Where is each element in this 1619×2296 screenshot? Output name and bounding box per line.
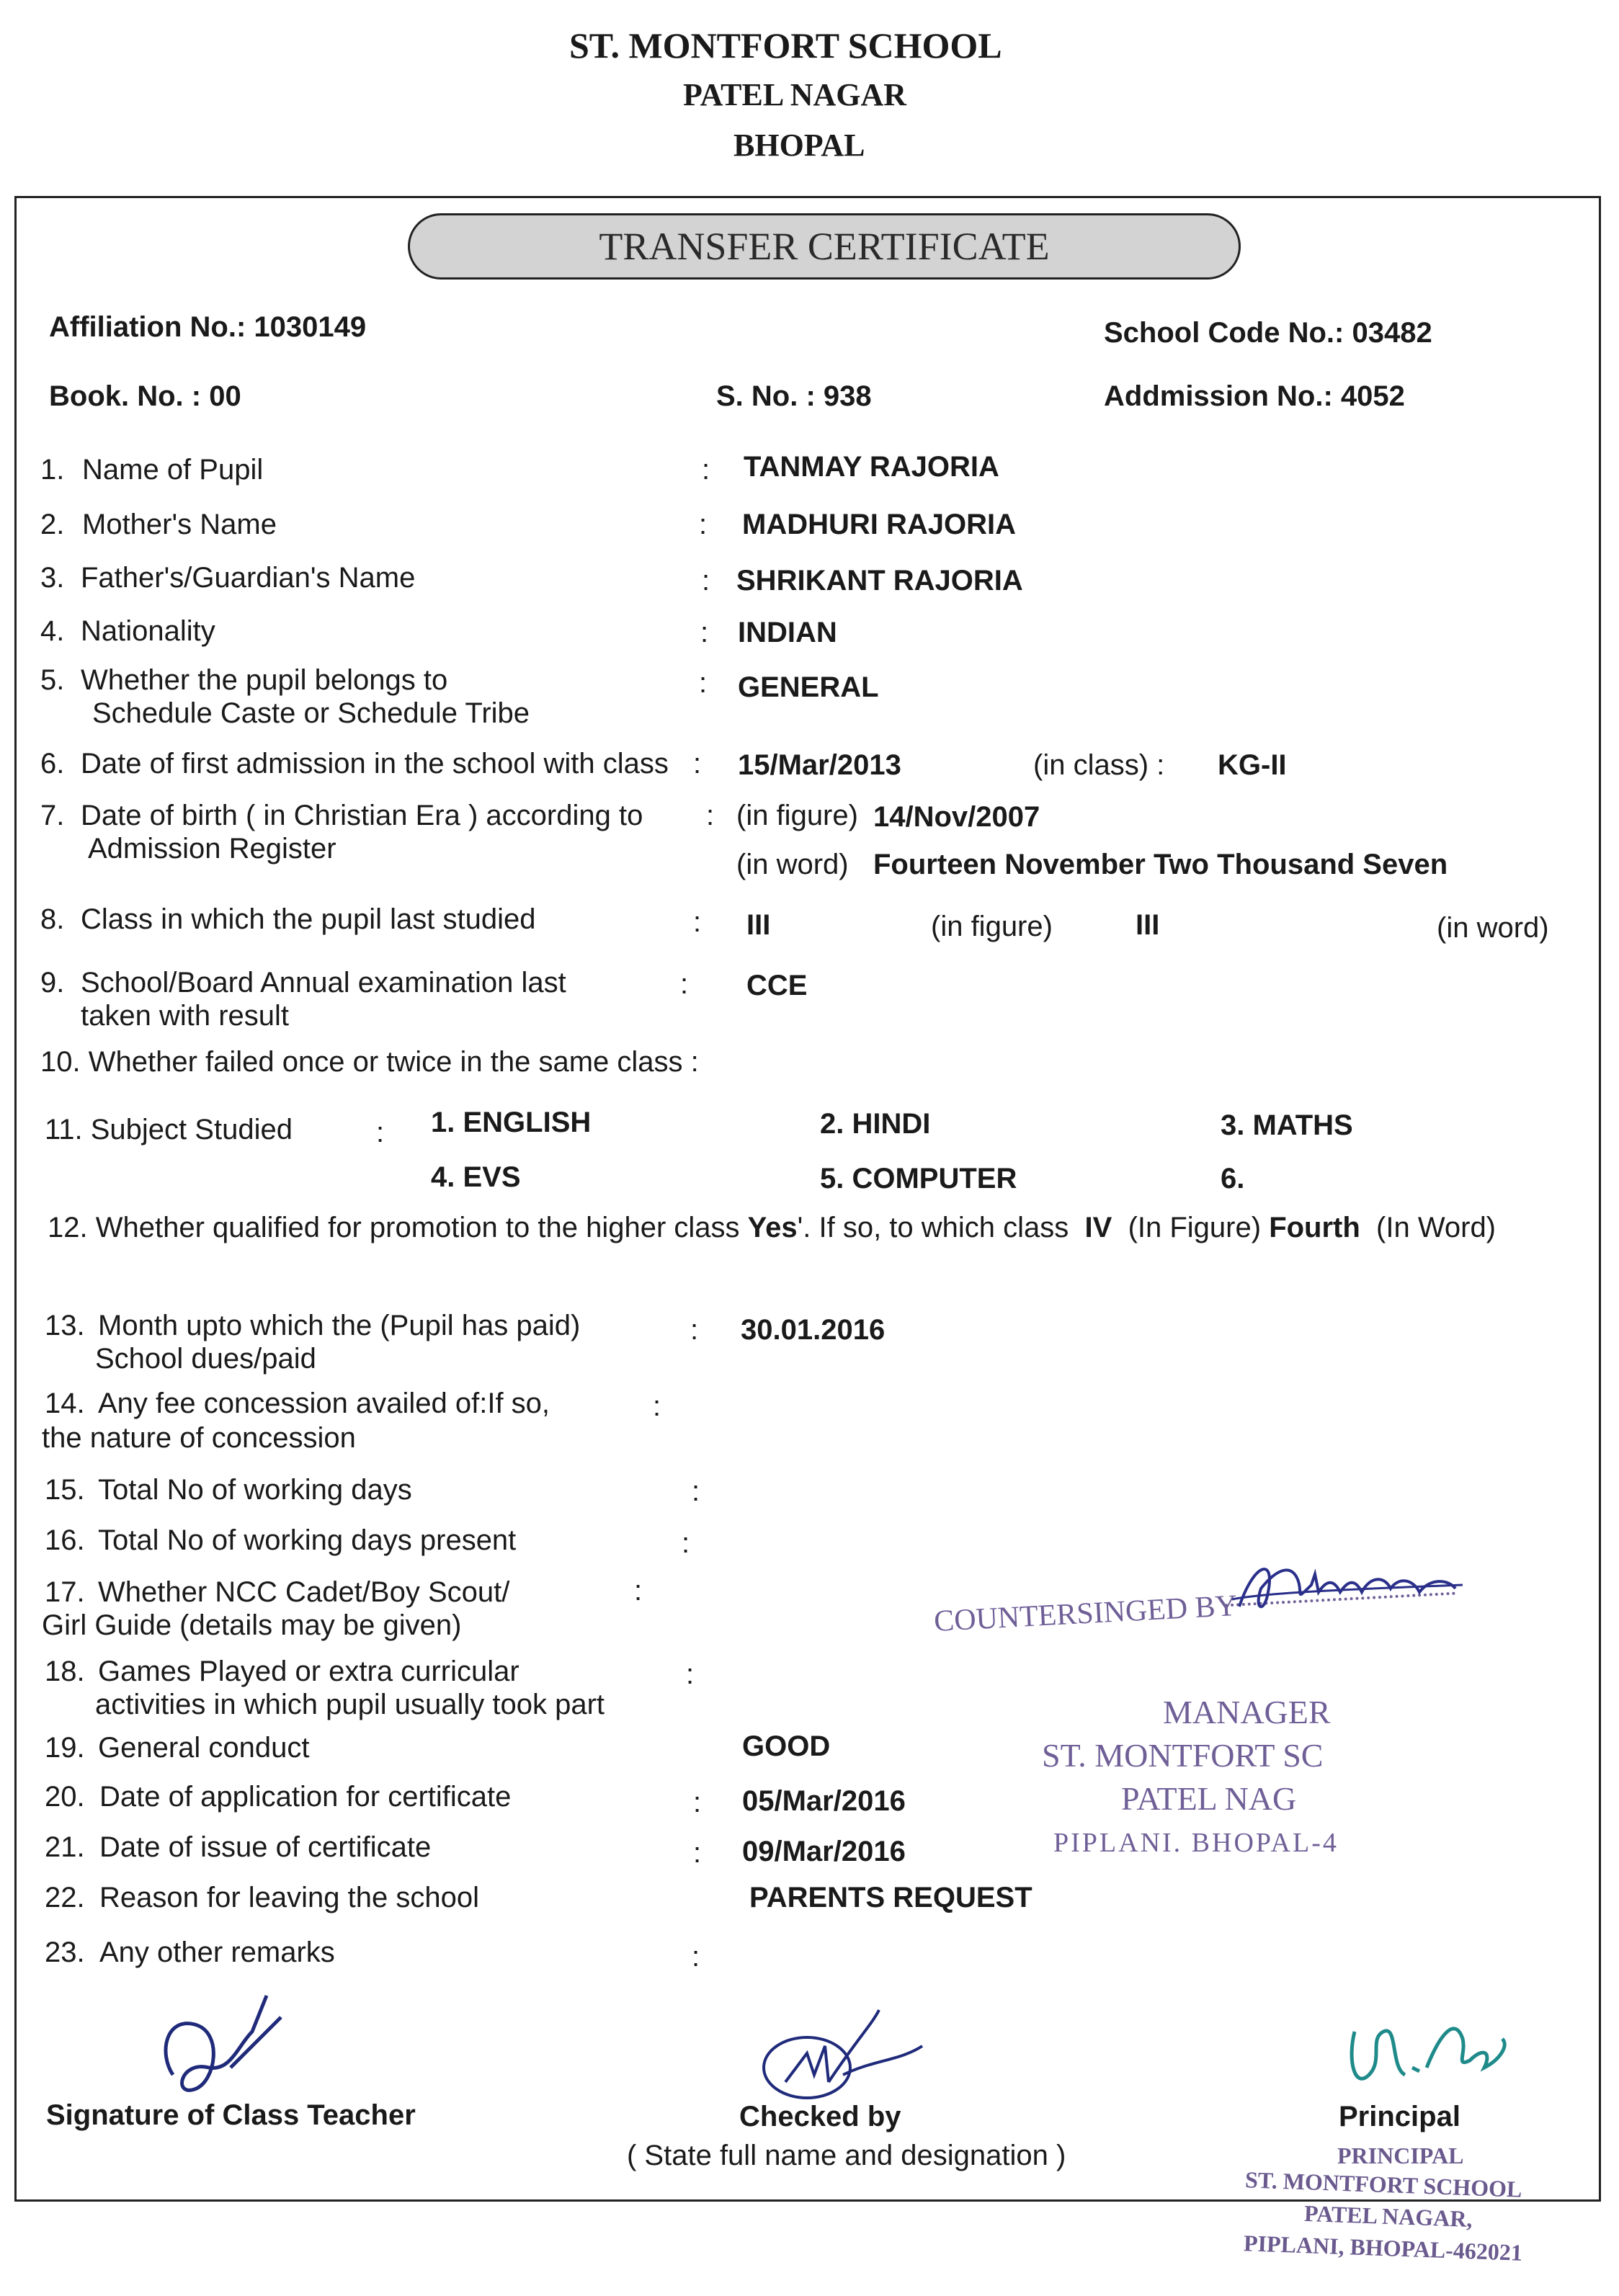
field-11-colon: :	[376, 1117, 385, 1148]
field-21-colon: :	[693, 1837, 702, 1869]
field-12-figure-label: (In Figure)	[1128, 1212, 1262, 1243]
field-7-figure-label: (in figure)	[736, 800, 858, 831]
field-8-figure-label: (in figure)	[931, 911, 1053, 942]
sno-label: S. No. :	[716, 380, 816, 412]
field-5-label-line2: Schedule Caste or Schedule Tribe	[92, 697, 530, 729]
subject-6: 6.	[1221, 1163, 1245, 1194]
book-no	[49, 380, 241, 413]
field-16-colon: :	[682, 1527, 690, 1559]
school-city: BHOPAL	[733, 128, 865, 163]
field-7-num: 7.	[40, 800, 65, 831]
class-teacher-signature	[151, 1988, 310, 2111]
checked-by-label: Checked by	[739, 2101, 901, 2132]
affiliation-label: Affiliation No.:	[49, 311, 246, 343]
countersigned-stamp: COUNTERSINGED BY	[933, 1589, 1239, 1638]
field-14-colon: :	[653, 1390, 661, 1422]
subject-2: 2. HINDI	[820, 1108, 931, 1140]
field-10-label: 10. Whether failed once or twice in the same class :	[40, 1046, 699, 1078]
field-12-text-b: '. If so, to which class	[797, 1212, 1069, 1243]
field-17-label-line2: Girl Guide (details may be given)	[42, 1609, 462, 1641]
manager-signature	[1225, 1549, 1470, 1621]
field-19-label: General conduct	[98, 1732, 310, 1764]
principal-stamp-line3: PATEL NAGAR,	[1303, 2199, 1473, 2233]
field-18-label-line1: Games Played or extra curricular	[98, 1656, 519, 1687]
field-9-label-line2: taken with result	[81, 1000, 290, 1032]
field-17-colon: :	[634, 1575, 643, 1607]
field-18-label-line2: activities in which pupil usually took part	[95, 1689, 605, 1720]
field-12	[48, 1212, 1496, 1244]
field-12-class-figure: IV	[1084, 1212, 1112, 1243]
field-1-num: 1.	[40, 454, 65, 486]
subject-1: 1. ENGLISH	[431, 1107, 592, 1138]
field-15-colon: :	[692, 1475, 700, 1507]
field-16-label: Total No of working days present	[98, 1524, 517, 1556]
school-code-value: 03482	[1352, 317, 1432, 349]
field-8-num: 8.	[40, 903, 65, 935]
field-21-value: 09/Mar/2016	[742, 1836, 906, 1867]
field-5-num: 5.	[40, 664, 65, 696]
field-7-label-line1: Date of birth ( in Christian Era ) according to	[81, 800, 643, 831]
field-8-figure-value: III	[746, 909, 771, 941]
field-20-num: 20.	[45, 1781, 85, 1813]
field-9-value: CCE	[746, 970, 808, 1001]
field-23-label: Any other remarks	[99, 1937, 335, 1968]
field-3-label: Father's/Guardian's Name	[81, 562, 416, 594]
field-15-num: 15.	[45, 1474, 85, 1506]
field-23-num: 23.	[45, 1937, 85, 1968]
field-12-text-a: 12. Whether qualified for promotion to the higher class	[48, 1212, 740, 1243]
certificate-title: TRANSFER CERTIFICATE	[408, 213, 1241, 280]
field-19-value: GOOD	[742, 1730, 831, 1762]
field-22-label: Reason for leaving the school	[99, 1882, 479, 1913]
field-1-label: Name of Pupil	[82, 454, 264, 486]
field-7-figure-value: 14/Nov/2007	[873, 801, 1040, 833]
principal-stamp-line4: PIPLANI, BHOPAL-462021	[1243, 2230, 1523, 2266]
field-22-value: PARENTS REQUEST	[749, 1882, 1032, 1913]
field-8-label: Class in which the pupil last studied	[81, 903, 536, 935]
field-21-label: Date of issue of certificate	[99, 1831, 432, 1863]
field-3-colon: :	[702, 565, 710, 597]
field-6-colon: :	[693, 748, 702, 780]
admission-no	[1104, 380, 1405, 413]
manager-stamp-line4: PIPLANI. BHOPAL-4	[1053, 1828, 1339, 1858]
field-6-class-value: KG-II	[1218, 749, 1287, 781]
field-9-label-line1: School/Board Annual examination last	[81, 967, 566, 999]
subject-5: 5. COMPUTER	[820, 1163, 1017, 1194]
manager-stamp-line2: ST. MONTFORT SC	[1042, 1737, 1324, 1774]
field-14-label-line1: Any fee concession availed of:If so,	[98, 1388, 550, 1419]
field-17-label-line1: Whether NCC Cadet/Boy Scout/	[98, 1576, 510, 1608]
field-6-class-label: (in class) :	[1033, 749, 1165, 781]
field-22-num: 22.	[45, 1882, 85, 1913]
field-2-value: MADHURI RAJORIA	[742, 509, 1016, 540]
book-label: Book. No. :	[49, 380, 202, 412]
field-7-word-value: Fourteen November Two Thousand Seven	[873, 849, 1448, 880]
field-4-value: INDIAN	[738, 617, 837, 648]
field-8-colon: :	[693, 906, 702, 938]
field-4-label: Nationality	[81, 615, 215, 647]
affiliation-no	[49, 311, 366, 344]
field-2-colon: :	[699, 509, 708, 540]
subject-3: 3. MATHS	[1221, 1109, 1353, 1141]
field-13-value: 30.01.2016	[741, 1314, 886, 1346]
field-15-label: Total No of working days	[98, 1474, 412, 1506]
field-6-label: Date of first admission in the school with class	[81, 748, 669, 780]
field-3-value: SHRIKANT RAJORIA	[736, 565, 1023, 597]
book-value: 00	[209, 380, 241, 412]
field-1-colon: :	[702, 454, 710, 486]
class-teacher-signature-label: Signature of Class Teacher	[46, 2099, 416, 2131]
school-code-no	[1104, 317, 1432, 349]
principal-stamp-line2: ST. MONTFORT SCHOOL	[1244, 2166, 1522, 2202]
manager-stamp-line3: PATEL NAG	[1121, 1780, 1297, 1817]
school-name: ST. MONTFORT SCHOOL	[569, 25, 1002, 66]
principal-signature	[1340, 2003, 1513, 2104]
field-9-colon: :	[680, 968, 689, 1000]
school-code-label: School Code No.:	[1104, 317, 1344, 349]
field-18-num: 18.	[45, 1656, 85, 1687]
field-2-num: 2.	[40, 509, 65, 540]
field-14-label-line2: the nature of concession	[42, 1422, 356, 1454]
field-20-colon: :	[693, 1787, 702, 1818]
field-13-num: 13.	[45, 1310, 85, 1341]
serial-no	[716, 380, 872, 413]
field-14-num: 14.	[45, 1388, 85, 1419]
field-21-num: 21.	[45, 1831, 85, 1863]
manager-stamp-line1: MANAGER	[1163, 1694, 1331, 1730]
principal-label: Principal	[1339, 2101, 1460, 2132]
field-2-label: Mother's Name	[82, 509, 277, 540]
field-7-word-label: (in word)	[736, 849, 849, 880]
field-23-colon: :	[692, 1941, 700, 1973]
field-20-label: Date of application for certificate	[99, 1781, 512, 1813]
field-12-yes: Yes	[747, 1212, 798, 1243]
principal-stamp-line1: PRINCIPAL	[1337, 2143, 1464, 2168]
field-16-num: 16.	[45, 1524, 85, 1556]
field-6-num: 6.	[40, 748, 65, 780]
admission-label: Addmission No.:	[1104, 380, 1333, 412]
field-13-label-line2: School dues/paid	[95, 1343, 316, 1375]
field-13-label-line1: Month upto which the (Pupil has paid)	[98, 1310, 581, 1341]
field-4-colon: :	[700, 617, 709, 648]
field-3-num: 3.	[40, 562, 65, 594]
subject-4: 4. EVS	[431, 1161, 521, 1193]
field-8-word-value: III	[1136, 909, 1160, 941]
field-12-class-word: Fourth	[1269, 1212, 1360, 1243]
field-5-label-line1: Whether the pupil belongs to	[81, 664, 448, 696]
field-7-colon: :	[706, 800, 715, 831]
admission-value: 4052	[1340, 380, 1405, 412]
field-12-word-label: (In Word)	[1376, 1212, 1497, 1243]
sno-value: 938	[823, 380, 872, 412]
field-7-label-line2: Admission Register	[88, 833, 336, 865]
field-19-num: 19.	[45, 1732, 85, 1764]
field-13-colon: :	[690, 1314, 699, 1346]
field-1-value: TANMAY RAJORIA	[744, 451, 999, 483]
checked-by-signature	[757, 1996, 929, 2111]
field-11-label: 11. Subject Studied	[45, 1114, 293, 1145]
field-17-num: 17.	[45, 1576, 85, 1608]
field-4-num: 4.	[40, 615, 65, 647]
field-20-value: 05/Mar/2016	[742, 1785, 906, 1817]
field-5-colon: :	[699, 667, 708, 699]
field-6-value: 15/Mar/2013	[738, 749, 901, 781]
field-18-colon: :	[686, 1658, 695, 1690]
field-5-value: GENERAL	[738, 671, 879, 703]
field-9-num: 9.	[40, 967, 65, 999]
field-8-word-label: (in word)	[1437, 912, 1549, 944]
checked-by-note: ( State full name and designation )	[627, 2140, 1066, 2171]
school-area: PATEL NAGAR	[683, 77, 907, 112]
affiliation-value: 1030149	[254, 311, 367, 343]
